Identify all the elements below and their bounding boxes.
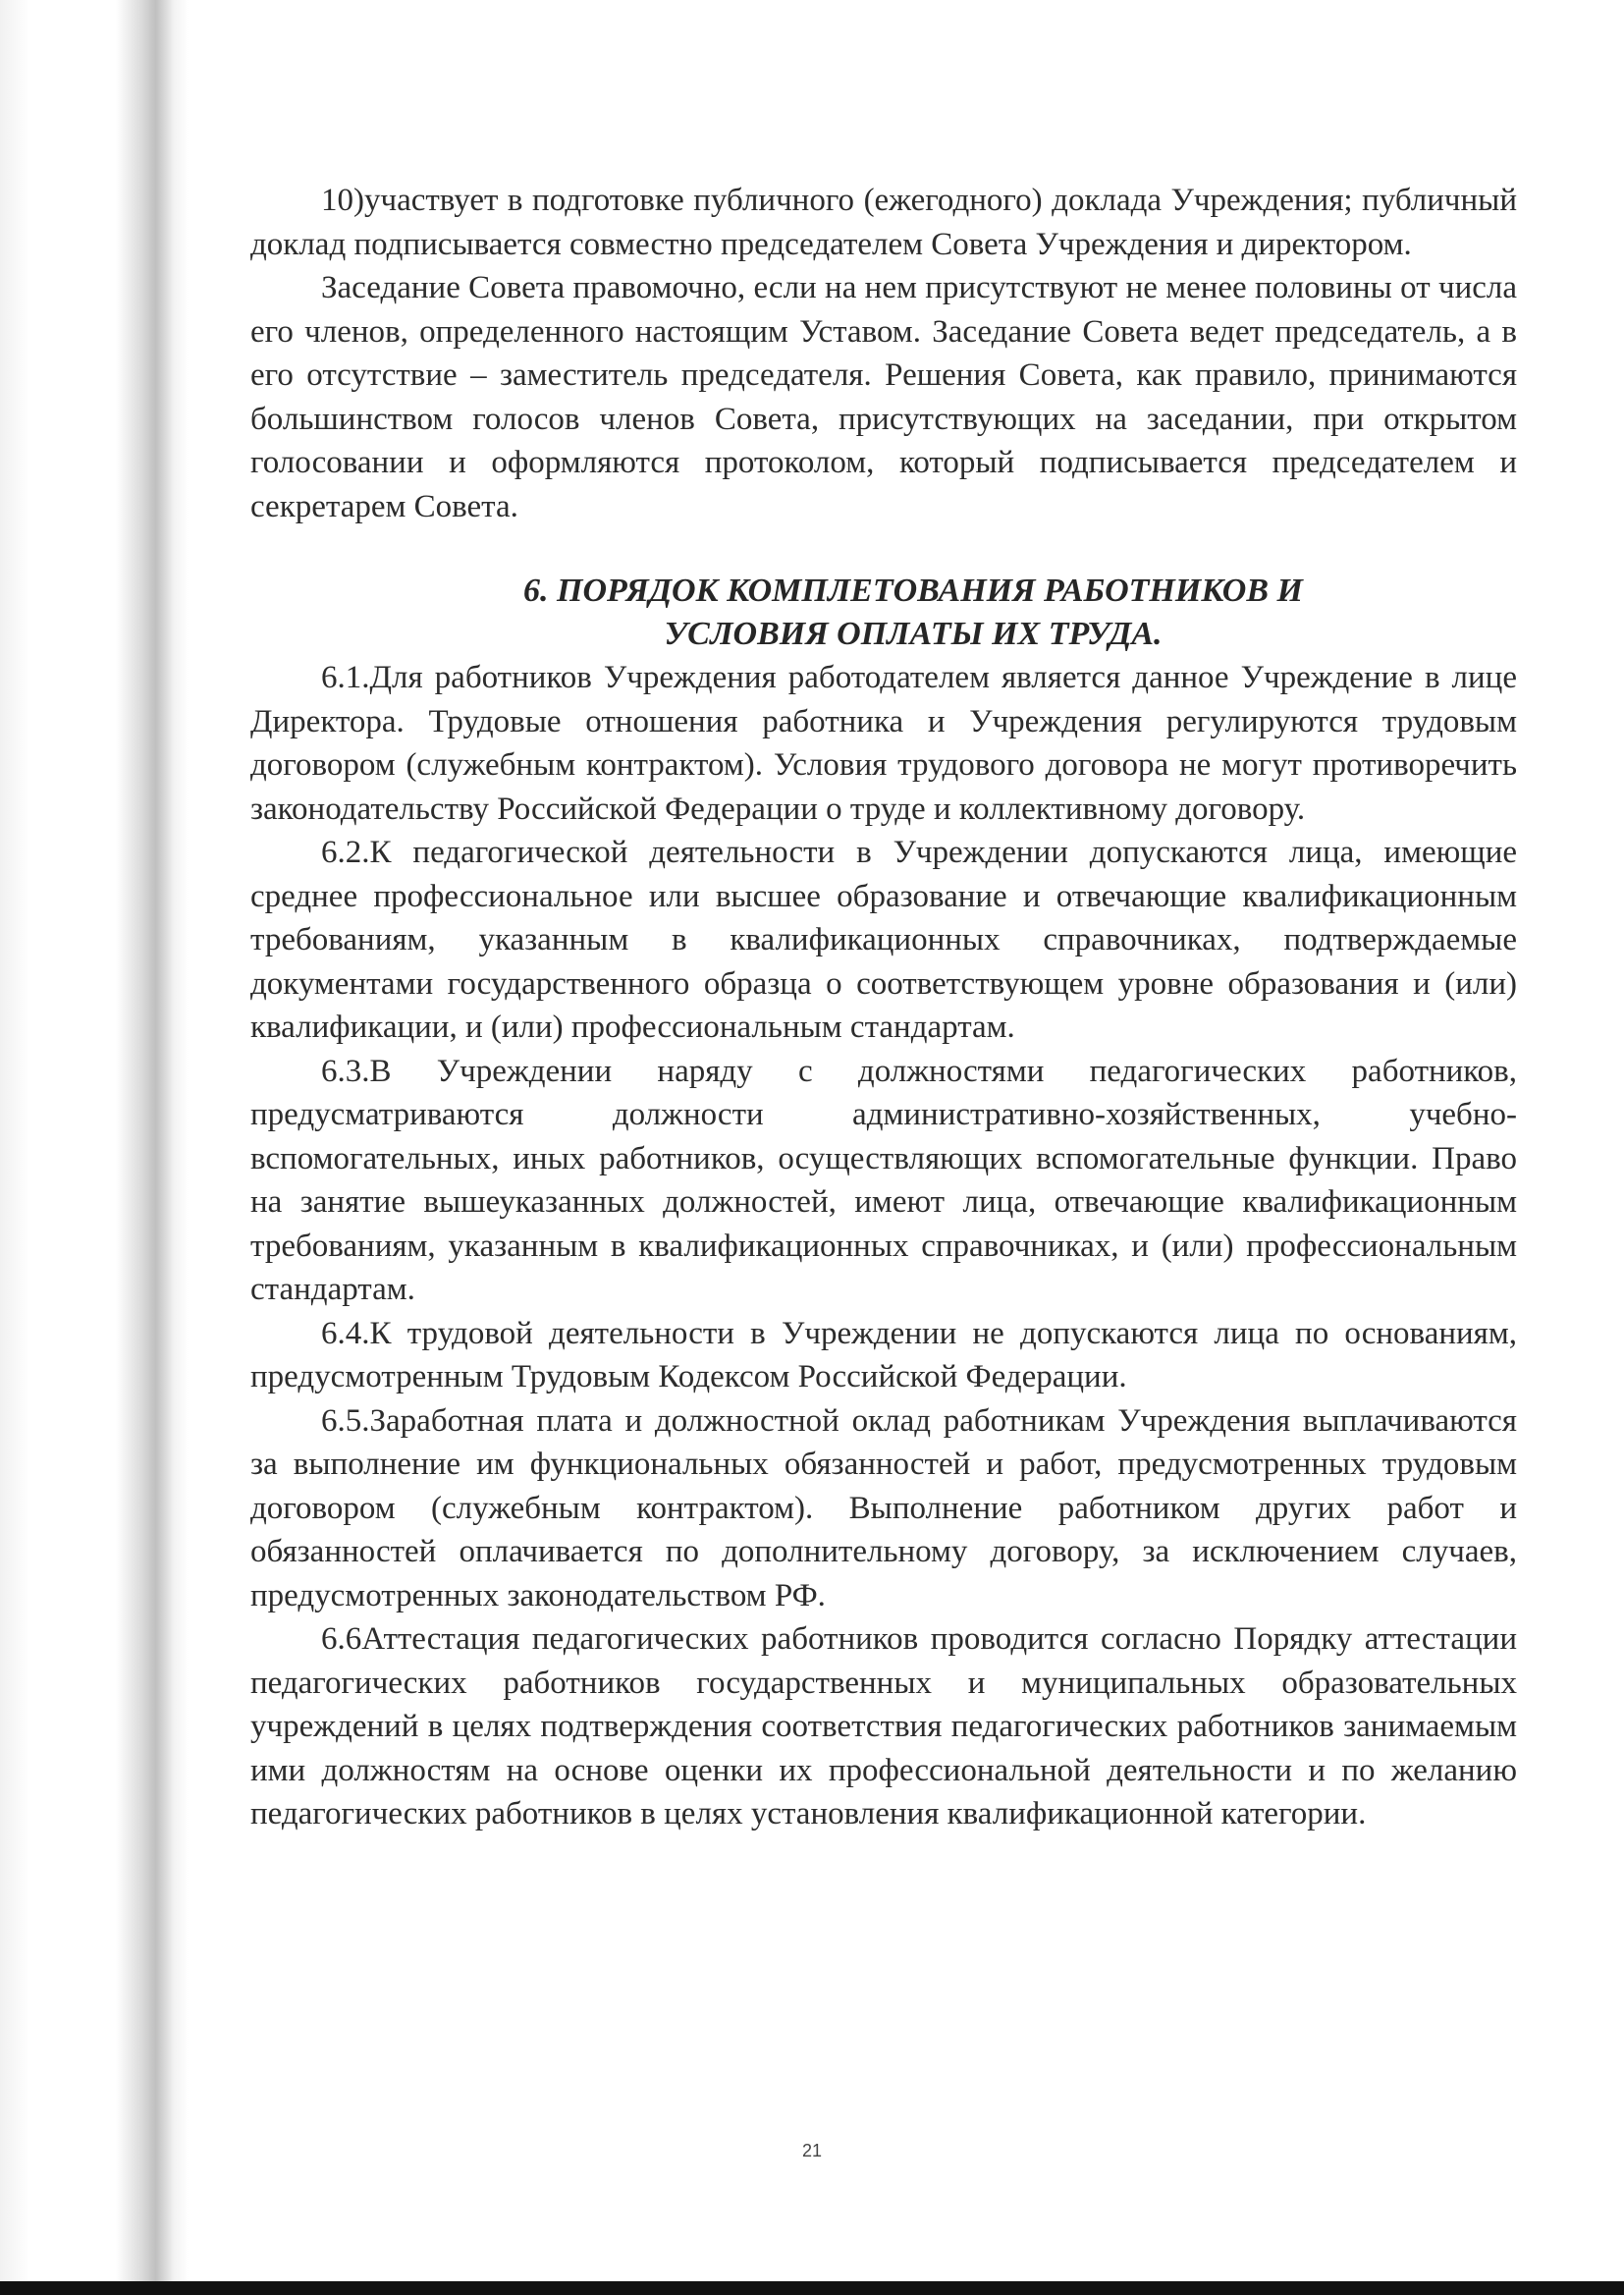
- scan-bottom-edge: [0, 2281, 1624, 2295]
- paragraph-council-meeting: Заседание Совета правомочно, если на нем присутствуют не менее половины от числа его членов, определенного настоящим Уставом. Заседание Совета ведет председатель, а в его отсутствие – заместитель председателя. Решения Совета, как правило, принимаются большинством голосов членов Совета, присутствующих на заседании, при открытом голосовании и оформляются протоколом, который подписывается председателем и секретарем Совета.: [250, 270, 1517, 524]
- paragraph-item-10: 10)участвует в подготовке публичного (ежегодного) доклада Учреждения; публичный доклад подписывается совместно председателем Совета Учреждения и директором.: [250, 183, 1517, 262]
- paragraph-6-1: 6.1.Для работников Учреждения работодателем является данное Учреждение в лице Директора. Трудовые отношения работника и Учреждения регулируются трудовым договором (служебным контрактом). Условия трудового договора не могут противоречить законодательству Российской Федерации о труде и коллективному договору.: [250, 660, 1517, 827]
- paragraph-6-6: 6.6Аттестация педагогических работников проводится согласно Порядку аттестации педагогических работников государственных и муниципальных образовательных учреждений в целях подтверждения соответствия педагогических работников занимаемым ими должностям на основе оценки их профессиональной деятельности и по желанию педагогических работников в целях установления квалификационной категории.: [250, 1621, 1517, 1831]
- paragraph-6-3: 6.3.В Учреждении наряду с должностями педагогических работников, предусматриваются должности административно-хозяйственных, учебно-вспомогательных, иных работников, осуществляющих вспомогательные функции. Право на занятие вышеуказанных должностей, имеют лица, отвечающие квалификационным требованиям, указанным в квалификационных справочниках, и (или) профессиональным стандартам.: [250, 1053, 1517, 1307]
- scan-binding-shadow: [116, 0, 189, 2295]
- scan-edge-shadow: [0, 0, 29, 2295]
- paragraph-6-4: 6.4.К трудовой деятельности в Учреждении не допускаются лица по основаниям, предусмотренным Трудовым Кодексом Российской Федерации.: [250, 1315, 1517, 1394]
- section-heading-line-1: 6. ПОРЯДОК КОМПЛЕТОВАНИЯ РАБОТНИКОВ И: [523, 573, 1303, 609]
- page-number: 21: [801, 2141, 823, 2160]
- section-heading: [250, 570, 1517, 656]
- paragraph-6-2: 6.2.К педагогической деятельности в Учреждении допускаются лица, имеющие среднее профессиональное или высшее образование и отвечающие квалификационным требованиям, указанным в квалификационных справочниках, подтверждаемые документами государственного образца о соответствующем уровне образования и (или) квалификации, и (или) профессиональным стандартам.: [250, 835, 1517, 1045]
- section-heading-line-2: УСЛОВИЯ ОПЛАТЫ ИХ ТРУДА.: [664, 616, 1163, 652]
- document-page: [250, 179, 1517, 1836]
- paragraph-6-5: 6.5.Заработная плата и должностной оклад работникам Учреждения выплачиваются за выполнение им функциональных обязанностей и работ, предусмотренных трудовым договором (служебным контрактом). Выполнение работником других работ и обязанностей оплачивается по дополнительному договору, за исключением случаев, предусмотренных законодательством РФ.: [250, 1402, 1517, 1613]
